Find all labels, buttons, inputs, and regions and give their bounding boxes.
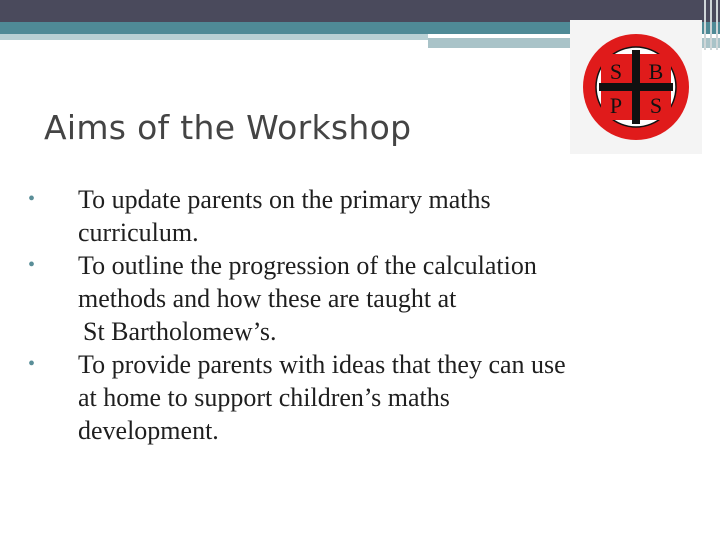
logo-letter: S: [649, 93, 663, 118]
bullet-line: methods and how these are taught at: [78, 284, 457, 313]
bullet-line: To provide parents with ideas that they can use: [78, 350, 566, 379]
bullet-dot: •: [28, 188, 36, 210]
bullet-line: St Bartholomew’s.: [83, 317, 277, 346]
header-band-dark: [0, 0, 720, 22]
slide-title: Aims of the Workshop: [44, 108, 412, 147]
bullet-text: [78, 249, 537, 348]
bullet-item: [26, 249, 686, 348]
logo-letter: B: [648, 59, 664, 84]
logo-letter: P: [609, 93, 623, 118]
school-logo: [570, 20, 702, 154]
bullet-line: To update parents on the primary maths: [78, 185, 491, 214]
decorative-line: [704, 0, 706, 50]
logo-cross-horizontal: [599, 83, 673, 91]
bullet-item: [26, 183, 686, 249]
logo-letter: S: [609, 59, 623, 84]
decorative-line: [716, 0, 718, 50]
bullet-item: [26, 348, 686, 447]
bullet-dot: •: [28, 254, 36, 276]
bullet-list: [26, 183, 686, 447]
school-logo-emblem: [581, 32, 691, 142]
bullet-line: To outline the progression of the calculation: [78, 251, 537, 280]
bullet-text: [78, 348, 566, 447]
header-band-light: [0, 34, 428, 40]
bullet-dot: •: [28, 353, 36, 375]
bullet-line: development.: [78, 416, 219, 445]
bullet-text: [78, 183, 491, 249]
decorative-line: [710, 0, 712, 50]
bullet-line: at home to support children’s maths: [78, 383, 450, 412]
bullet-line: curriculum.: [78, 218, 199, 247]
